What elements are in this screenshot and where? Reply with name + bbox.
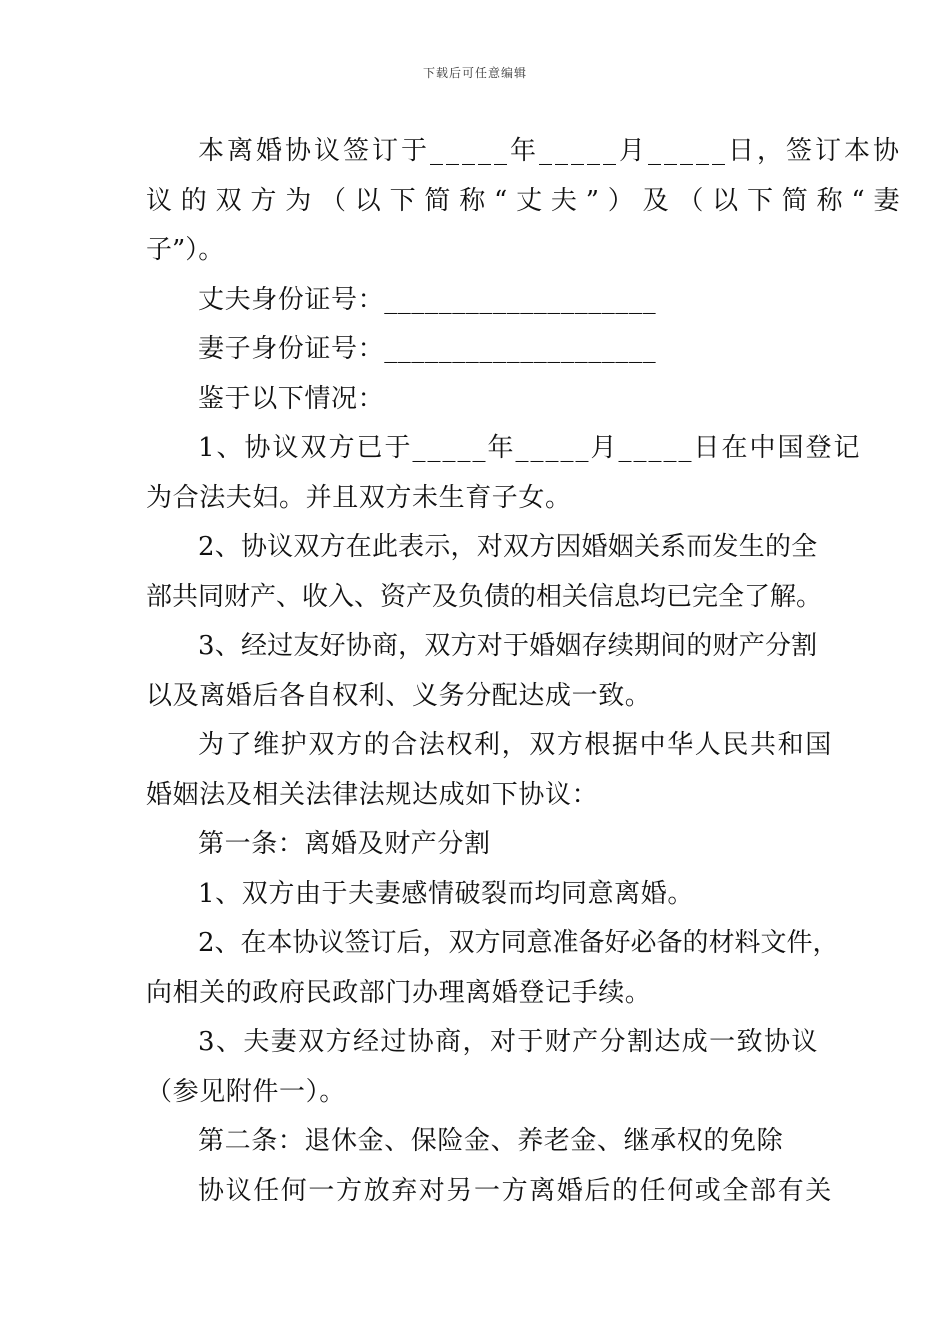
text-line-18: 向相关的政府民政部门办理离婚登记手续。: [146, 977, 652, 1008]
text-line-12: 以及离婚后各自权利、义务分配达成一致。: [146, 680, 652, 711]
text-line-9: 2、协议双方在此表示，对双方因婚姻关系而发生的全: [198, 532, 818, 562]
text-line-7: 1、协议双方已于_____年_____月_____日在中国登记: [198, 433, 862, 463]
text-line-1: 本离婚协议签订于_____年_____月_____日，签订本协: [198, 136, 903, 166]
text-line-8: 为合法夫妇。并且双方未生育子女。: [146, 482, 572, 513]
article-1-heading: 第一条：离婚及财产分割: [198, 829, 491, 859]
text-line-3: 子”）。: [146, 235, 225, 265]
page-header: 下载后可任意编辑: [422, 66, 527, 80]
whereas-heading: 鉴于以下情况：: [198, 383, 385, 414]
text-line-13: 为了维护双方的合法权利，双方根据中华人民共和国: [198, 730, 833, 760]
article-2-heading: 第二条：退休金、保险金、养老金、继承权的免除: [198, 1126, 784, 1156]
text-line-2: 议的双方为（以下简称“丈夫”）及（以下简称“妻: [146, 185, 909, 216]
text-line-20: （参见附件一）。: [146, 1076, 346, 1107]
document-body: [146, 127, 909, 1216]
text-line-14: 婚姻法及相关法律法规达成如下协议：: [146, 779, 599, 810]
text-line-17: 2、在本协议签订后，双方同意准备好必备的材料文件，: [198, 928, 839, 958]
text-line-22: 协议任何一方放弃对另一方离婚后的任何或全部有关: [198, 1175, 833, 1206]
text-line-10: 部共同财产、收入、资产及负债的相关信息均已完全了解。: [146, 581, 823, 612]
wife-id-line: 妻子身份证号：____________________: [198, 334, 657, 364]
text-line-16: 1、双方由于夫妻感情破裂而均同意离婚。: [198, 878, 694, 909]
text-line-11: 3、经过友好协商，双方对于婚姻存续期间的财产分割: [198, 631, 818, 661]
text-line-19: 3、夫妻双方经过协商，对于财产分割达成一致协议: [198, 1027, 819, 1057]
husband-id-line: 丈夫身份证号：____________________: [198, 284, 657, 315]
